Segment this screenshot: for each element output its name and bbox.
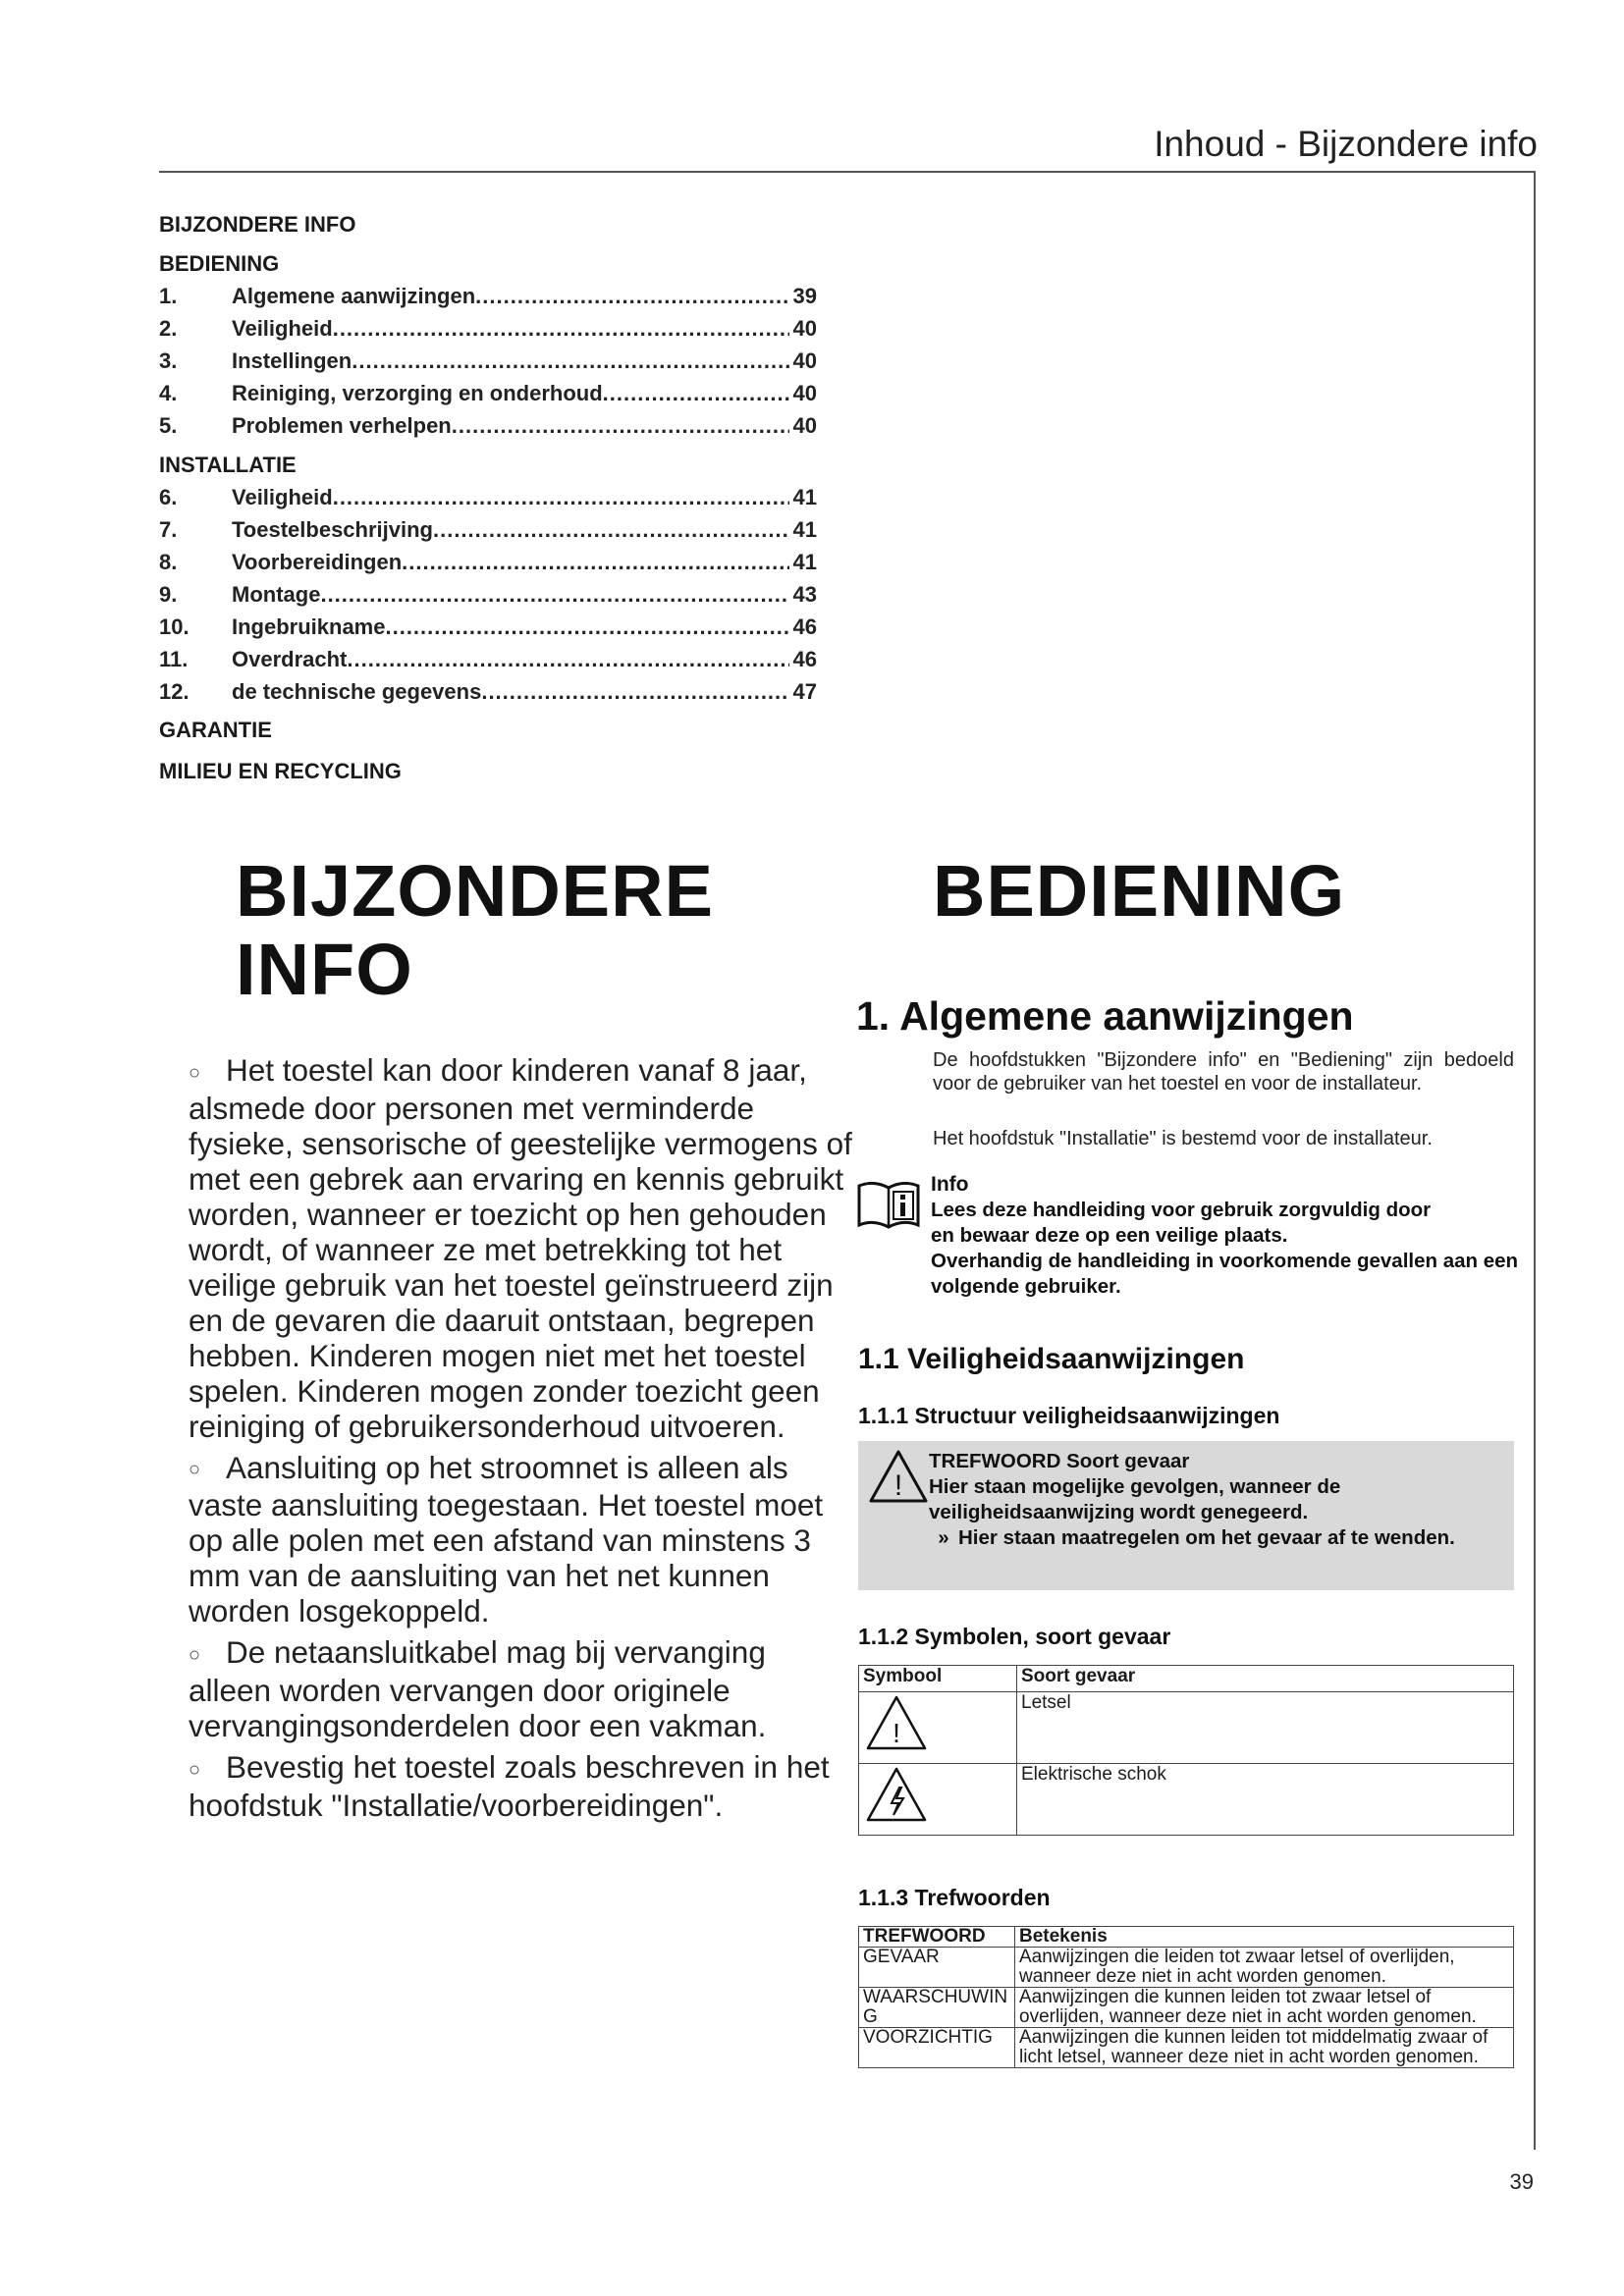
toc-entry-label: Reiniging, verzorging en onderhoud [232, 381, 603, 405]
warning-structure-box [858, 1441, 1514, 1590]
toc-leader-dots [320, 578, 789, 611]
toc-entry-number: 2. [159, 316, 178, 341]
toc-entry[interactable] [159, 513, 817, 546]
toc-leader-dots [352, 345, 789, 377]
toc-entry-label: Overdracht [232, 647, 348, 671]
section-1-paragraph-2: Het hoofdstuk "Installatie" is bestemd voor de installateur. [933, 1128, 1433, 1149]
heading-bijzondere-info [236, 852, 714, 1009]
toc-entry-number: 12. [159, 679, 189, 704]
toc-leader-dots [481, 675, 789, 708]
list-item: ○ Bevestig het toestel zoals beschreven in het hoofdstuk "Installatie/voorbereidingen". [189, 1749, 830, 1823]
symbols-table [858, 1665, 1514, 1836]
section-1-1-2-title: 1.1.2 Symbolen, soort gevaar [858, 1624, 1171, 1649]
column-header-symbool: Symbool [859, 1666, 1017, 1692]
toc-heading-garantie[interactable]: GARANTIE [159, 718, 272, 742]
list-item: ○ Aansluiting op het stroomnet is alleen als vaste aansluiting toegestaan. Het toestel moet op alle polen met een afstand van minstens 3 mm van de aansluiting van het net kunnen worden losgekoppeld. [189, 1449, 824, 1629]
toc-heading-milieu[interactable]: MILIEU EN RECYCLING [159, 759, 402, 783]
keyword-cell: WAARSCHUWING [859, 1988, 1015, 2028]
meaning-cell: Aanwijzingen die leiden tot zwaar letsel of overlijden, wanneer deze niet in acht worden genomen. [1015, 1948, 1514, 1988]
toc-entry[interactable] [159, 345, 817, 377]
toc-entry-page: 46 [792, 647, 817, 671]
toc-entry-label: Veiligheid [232, 485, 333, 509]
toc-entry-number: 10. [159, 614, 189, 639]
keyword-cell: VOORZICHTIG [859, 2028, 1015, 2068]
toc-entry-number: 7. [159, 517, 178, 542]
toc-entry-page: 40 [792, 316, 817, 341]
column-header-trefwoord: TREFWOORD [859, 1927, 1015, 1948]
toc-entry-page: 43 [792, 582, 817, 607]
toc-entry-label: Montage [232, 582, 321, 607]
toc-entry[interactable] [159, 481, 817, 513]
action-marker: » [938, 1526, 949, 1549]
toc-leader-dots [385, 611, 789, 643]
header-title: Inhoud - Bijzondere info [1154, 124, 1538, 164]
toc-entry-page: 47 [792, 679, 817, 704]
warning-triangle-icon [865, 1694, 928, 1751]
bullet-icon: ○ [189, 1061, 201, 1084]
toc-entry[interactable] [159, 546, 817, 578]
toc-entry-number: 4. [159, 381, 178, 405]
toc-entry-label: Voorbereidingen [232, 550, 403, 574]
toc-entry-number: 11. [159, 647, 189, 671]
toc-leader-dots [603, 377, 789, 409]
safety-bullet-list [189, 1052, 856, 1829]
danger-type-cell: Letsel [1017, 1692, 1514, 1764]
toc-heading-installatie[interactable]: INSTALLATIE [159, 453, 297, 477]
toc-entry-number: 6. [159, 485, 178, 509]
section-1-title: 1. Algemene aanwijzingen [856, 993, 1354, 1039]
svg-text:!: ! [893, 1718, 900, 1748]
toc-installatie-list [159, 481, 817, 708]
table-header-row [859, 1666, 1514, 1692]
toc-entry-label: Toestelbeschrijving [232, 517, 433, 542]
table-row [859, 2028, 1514, 2068]
heading-bediening: BEDIENING [933, 850, 1346, 932]
toc-entry-number: 9. [159, 582, 178, 607]
toc-entry-label: Instellingen [232, 348, 352, 373]
toc-entry-number: 3. [159, 348, 178, 373]
toc-leader-dots [347, 643, 789, 675]
toc-leader-dots [333, 312, 789, 345]
toc-entry-label: Veiligheid [232, 316, 333, 341]
toc-leader-dots [333, 481, 789, 513]
table-row [859, 1692, 1514, 1764]
toc-leader-dots [402, 546, 789, 578]
table-header-row [859, 1927, 1514, 1948]
info-line-3: Overhandig de handleiding in voorkomende gevallen aan een volgende gebruiker. [931, 1250, 1519, 1298]
toc-entry-label: de technische gegevens [232, 679, 482, 704]
toc-entry-page: 40 [792, 348, 817, 373]
toc-entry[interactable] [159, 280, 817, 312]
electric-shock-icon [865, 1766, 928, 1823]
toc-entry[interactable] [159, 643, 817, 675]
info-book-icon [856, 1182, 921, 1231]
toc-entry-page: 40 [792, 413, 817, 438]
toc-entry-number: 5. [159, 413, 178, 438]
info-text [931, 1172, 1520, 1300]
toc-entry-page: 46 [792, 614, 817, 639]
toc-entry-page: 41 [792, 485, 817, 509]
table-row [859, 1948, 1514, 1988]
toc-entry[interactable] [159, 611, 817, 643]
table-row [859, 1988, 1514, 2028]
column-header-betekenis: Betekenis [1015, 1927, 1514, 1948]
toc-entry-page: 41 [792, 517, 817, 542]
warning-title: TREFWOORD Soort gevaar [929, 1450, 1190, 1472]
bullet-icon: ○ [189, 1644, 201, 1667]
heading-line-1: BIJZONDERE [236, 850, 714, 932]
toc-leader-dots [452, 409, 789, 442]
page-number: 39 [1509, 2169, 1534, 2194]
toc-entry-label: Algemene aanwijzingen [232, 284, 476, 308]
keywords-table [858, 1926, 1514, 2068]
info-line-1: Lees deze handleiding voor gebruik zorgvuldig door [931, 1199, 1432, 1221]
column-header-soort: Soort gevaar [1017, 1666, 1514, 1692]
toc-heading-bijzondere-info[interactable]: BIJZONDERE INFO [159, 212, 356, 237]
section-1-paragraph-1: De hoofdstukken "Bijzondere info" en "Bediening" zijn bedoeld voor de gebruiker van het toestel en voor de installateur. [933, 1049, 1514, 1095]
toc-entry-label: Ingebruikname [232, 614, 386, 639]
toc-entry-page: 41 [792, 550, 817, 574]
header-divider [159, 171, 1536, 173]
keyword-cell: GEVAAR [859, 1948, 1015, 1988]
section-1-1-title: 1.1 Veiligheidsaanwijzingen [858, 1343, 1245, 1375]
toc-entry[interactable] [159, 377, 817, 409]
toc-entry[interactable] [159, 578, 817, 611]
svg-text:!: ! [893, 1469, 903, 1502]
warning-consequence: Hier staan mogelijke gevolgen, wanneer de veiligheidsaanwijzing wordt genegeerd. [929, 1475, 1341, 1523]
list-item: ○ Het toestel kan door kinderen vanaf 8 jaar, alsmede door personen met verminderde fysieke, sensorische of geestelijke vermogens of met een gebrek aan ervaring en kennis gebruikt worden, wanneer er toezicht op hen gehouden wordt, of wanneer ze met betrekking tot het veilige gebruik van het toestel geïnstrueerd zijn en de gevaren die daaruit ontstaan, begrepen hebben. Kinderen mogen niet met het toestel spelen. Kinderen mogen zonder toezicht geen reiniging of gebruikersonderhoud uitvoeren. [189, 1052, 852, 1444]
toc-entry[interactable] [159, 409, 817, 442]
toc-leader-dots [433, 513, 789, 546]
toc-bediening-list [159, 280, 817, 442]
toc-entry-page: 39 [792, 284, 817, 308]
toc-entry[interactable] [159, 675, 817, 708]
toc-heading-bediening[interactable]: BEDIENING [159, 251, 280, 276]
right-margin-divider [1534, 171, 1536, 2150]
toc-entry-label: Problemen verhelpen [232, 413, 452, 438]
bullet-icon: ○ [189, 1758, 201, 1781]
warning-action [929, 1525, 1508, 1551]
toc-leader-dots [475, 280, 789, 312]
table-row [859, 1764, 1514, 1836]
info-notice [856, 1172, 1519, 1309]
danger-type-cell: Elektrische schok [1017, 1764, 1514, 1836]
info-title: Info [931, 1173, 969, 1196]
toc-entry-number: 1. [159, 284, 178, 308]
bullet-icon: ○ [189, 1459, 201, 1481]
info-line-2: en bewaar deze op een veilige plaats. [931, 1224, 1288, 1247]
symbol-cell [859, 1692, 1017, 1764]
table-of-contents [159, 208, 817, 787]
section-1-1-1-title: 1.1.1 Structuur veiligheidsaanwijzingen [858, 1403, 1280, 1428]
warning-triangle-icon [868, 1449, 929, 1504]
warning-text [929, 1449, 1508, 1551]
toc-entry[interactable] [159, 312, 817, 345]
symbol-cell [859, 1764, 1017, 1836]
list-item: ○ De netaansluitkabel mag bij vervanging alleen worden vervangen door originele vervangingsonderdelen door een vakman. [189, 1634, 767, 1744]
meaning-cell: Aanwijzingen die kunnen leiden tot middelmatig zwaar of licht letsel, wanneer deze niet in acht worden genomen. [1015, 2028, 1514, 2068]
section-1-1-3-title: 1.1.3 Trefwoorden [858, 1885, 1051, 1910]
heading-line-2: INFO [236, 929, 413, 1010]
meaning-cell: Aanwijzingen die kunnen leiden tot zwaar letsel of overlijden, wanneer deze niet in acht worden genomen. [1015, 1988, 1514, 2028]
warning-action-text: Hier staan maatregelen om het gevaar af te wenden. [958, 1526, 1455, 1549]
toc-entry-number: 8. [159, 550, 178, 574]
toc-entry-page: 40 [792, 381, 817, 405]
